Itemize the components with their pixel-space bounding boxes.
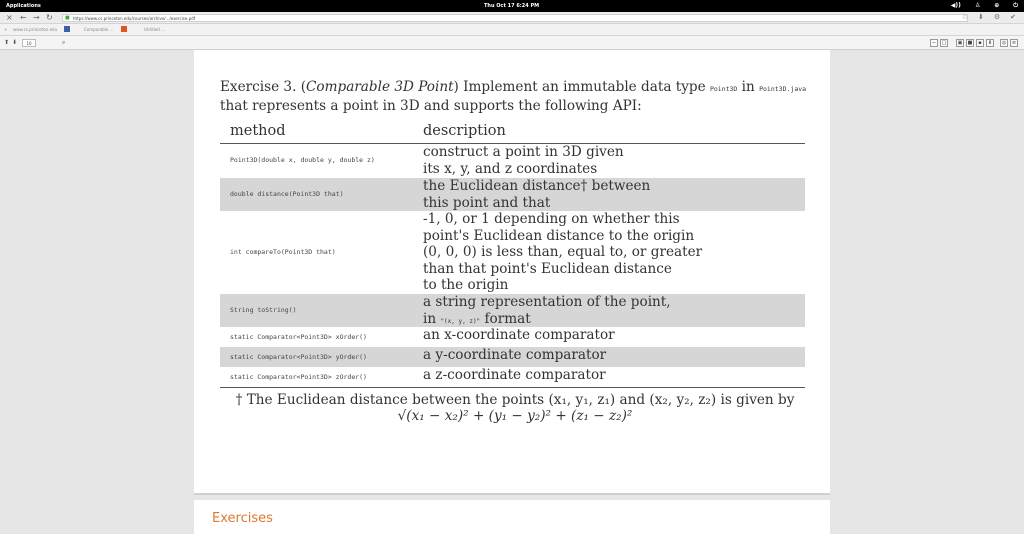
tab-favicon-icon	[121, 26, 127, 32]
api-row	[220, 144, 805, 178]
intro-line-2: that represents a point in 3D and supports the following API:	[220, 98, 642, 114]
api-table-header	[220, 122, 805, 144]
applications-menu[interactable]: Applications	[6, 3, 41, 9]
zoom-out-icon[interactable]: −	[931, 40, 937, 46]
intro-text: ) Implement an immutable data type	[453, 79, 710, 95]
tab-bar	[0, 24, 1024, 36]
toolbar-icons	[962, 13, 1016, 21]
description-line: (0, 0, 0) is less than, equal to, or greater	[423, 244, 703, 261]
close-icon[interactable]: ×	[6, 13, 13, 22]
exercise-intro	[220, 79, 810, 115]
fit-page-icon[interactable]: □	[941, 40, 947, 46]
bookmark-icon[interactable]: ◎	[1001, 40, 1007, 46]
next-pdf-page	[194, 500, 830, 534]
page-down-icon[interactable]: ⬇	[12, 39, 18, 46]
tools-icon[interactable]: ≡	[1011, 40, 1017, 46]
api-row	[220, 178, 805, 211]
navigation-bar	[0, 12, 1024, 24]
description-line: the Euclidean distance† between	[423, 178, 651, 194]
description-line: a string representation of the point,	[423, 294, 671, 310]
description-line: than that point's Euclidean distance	[423, 260, 672, 277]
power-icon[interactable]: ⏻	[1013, 2, 1018, 9]
forward-icon[interactable]: →	[33, 13, 40, 22]
exercises-heading: Exercises	[212, 511, 273, 526]
method-signature: static Comparator<Point3D> zOrder()	[230, 373, 367, 381]
tab-favicon-icon	[64, 26, 70, 32]
exercise-title: Comparable 3D Point	[306, 79, 454, 95]
footnote: † The Euclidean distance between the points (x₁, y₁, z₁) and (x₂, y₂, z₂) is given by	[235, 392, 795, 408]
api-table	[220, 122, 805, 388]
print-icon[interactable]: ▪	[976, 39, 984, 47]
description-line: format	[480, 310, 531, 327]
method-description	[423, 178, 650, 211]
description-line: to the origin	[423, 277, 509, 294]
method-description	[423, 367, 606, 384]
method-column-header: method	[230, 123, 286, 139]
method-description	[423, 144, 624, 177]
page-number-input[interactable]: 10	[22, 39, 36, 47]
user-icon[interactable]: ♙	[974, 2, 981, 9]
api-row	[220, 347, 805, 367]
system-tray	[951, 2, 1018, 10]
distance-formula: √(x₁ − x₂)² + (y₁ − y₂)² + (z₁ − z₂)²	[397, 408, 633, 424]
tab-1[interactable]: www.cs.princeton.edu	[13, 27, 58, 32]
method-signature: int compareTo(Point3D that)	[230, 248, 336, 256]
volume-icon[interactable]: ◀))	[950, 2, 961, 9]
presentation-icon[interactable]: ▣	[957, 40, 963, 46]
method-description	[423, 327, 615, 344]
file-name: Point3D.java	[759, 85, 807, 93]
page-up-icon[interactable]: ⬆	[4, 39, 10, 46]
accessibility-icon[interactable]: ⊕	[994, 2, 1000, 9]
description-line: -1, 0, or 1 depending on whether this	[423, 211, 680, 227]
description-line: point's Euclidean distance to the origin	[423, 227, 695, 244]
description-line: this point and that	[423, 194, 551, 211]
description-line: a y-coordinate comparator	[423, 347, 607, 363]
api-row	[220, 327, 805, 347]
url-input[interactable]	[62, 14, 968, 22]
description-column-header: description	[423, 123, 506, 139]
pdf-view-controls	[930, 39, 1018, 47]
description-line: a z-coordinate comparator	[423, 367, 606, 383]
save-icon[interactable]: ⬇	[987, 40, 993, 46]
back-icon[interactable]: ←	[20, 13, 27, 22]
intro-text: in	[737, 79, 760, 95]
extension-icon[interactable]: ⚙	[993, 13, 1001, 21]
api-row	[220, 367, 805, 387]
clock[interactable]: Thu Oct 17 6:24 PM	[484, 3, 540, 9]
description-line: in	[423, 310, 441, 327]
tab-3[interactable]: Untitled ...	[144, 27, 165, 32]
table-bottom-rule	[220, 387, 805, 388]
star-icon[interactable]: ☆	[961, 13, 968, 21]
type-name: Point3D	[709, 85, 738, 93]
api-row	[220, 294, 805, 327]
method-signature: Point3D(double x, double y, double z)	[230, 156, 375, 164]
new-tab-icon[interactable]: +	[4, 27, 8, 32]
system-top-bar	[0, 0, 1024, 12]
method-signature: String toString()	[230, 306, 297, 314]
description-line: construct a point in 3D given	[423, 144, 624, 160]
lock-icon: ■	[65, 15, 70, 21]
reload-icon[interactable]: ↻	[46, 13, 53, 22]
exercise-number: Exercise 3. (	[220, 79, 307, 95]
pdf-toolbar	[0, 36, 1024, 50]
description-line: an x-coordinate comparator	[423, 327, 615, 343]
tab-2[interactable]: Comparable ...	[84, 27, 114, 32]
pdf-page	[194, 50, 830, 495]
format-code: "(x, y, z)"	[440, 317, 481, 325]
menu-icon[interactable]: ✔	[1010, 13, 1016, 21]
description-line: its x, y, and z coordinates	[423, 160, 598, 177]
method-signature: static Comparator<Point3D> yOrder()	[230, 353, 367, 361]
api-row	[220, 211, 805, 294]
open-file-icon[interactable]: ■	[967, 40, 973, 46]
method-signature: static Comparator<Point3D> xOrder()	[230, 333, 367, 341]
method-description	[423, 211, 702, 294]
method-description	[423, 347, 606, 364]
method-signature: double distance(Point3D that)	[230, 190, 344, 198]
method-description	[423, 294, 671, 330]
url-text: https://www.cs.princeton.edu/courses/archive/.../exercise.pdf	[73, 16, 196, 21]
search-icon[interactable]: ⌕	[62, 39, 66, 46]
download-icon[interactable]: ⬇	[977, 13, 984, 21]
